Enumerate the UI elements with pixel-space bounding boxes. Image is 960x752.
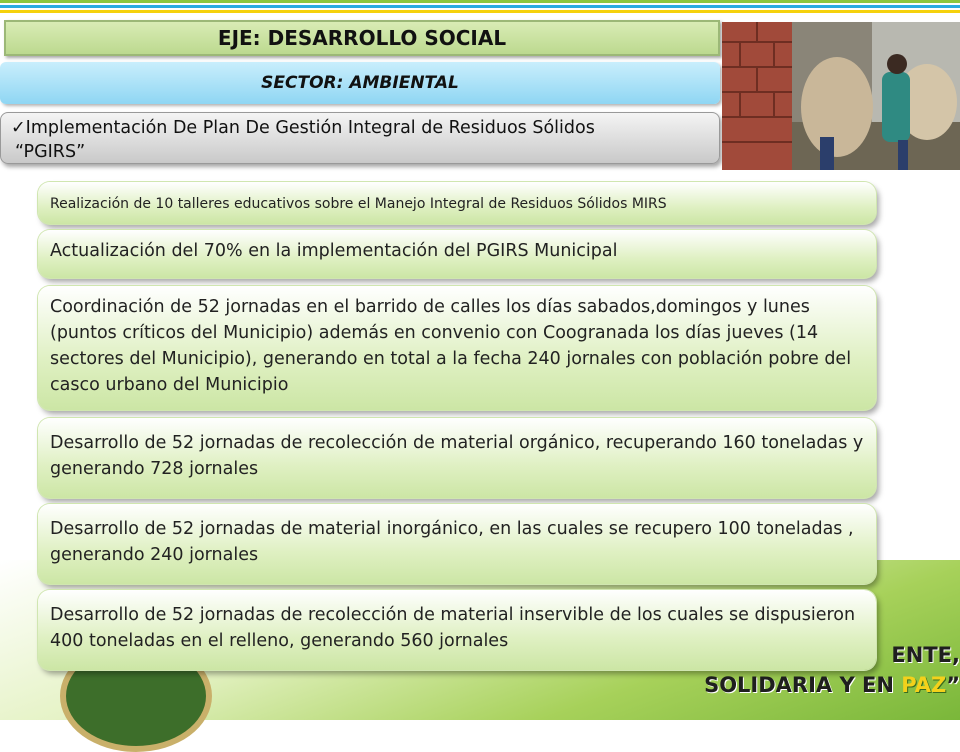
activity-item-4: [38, 418, 876, 498]
plan-title-line2: “PGIRS”: [15, 142, 86, 162]
activity-text: Realización de 10 talleres educativos sobre el Manejo Integral de Residuos Sólidos MIRS: [50, 196, 667, 212]
activity-item-5: [38, 504, 876, 584]
plan-title-text: Implementación De Plan De Gestión Integral de Residuos Sólidos: [25, 118, 595, 138]
activity-item-2: [38, 230, 876, 278]
activity-item-3: [38, 286, 876, 410]
slogan-highlight: PAZ: [901, 673, 947, 697]
eje-title-text: EJE: DESARROLLO SOCIAL: [217, 26, 507, 50]
activity-text: Desarrollo de 52 jornadas de recolección de material orgánico, recuperando 160 toneladas y generando 728 jornales: [50, 433, 864, 479]
activity-text: Actualización del 70% en la implementación del PGIRS Municipal: [50, 241, 618, 261]
activity-text: Coordinación de 52 jornadas en el barrido de calles los días sabados,domingos y lunes (puntos críticos del Municipio) además en convenio con Coogranada los días jueves (14 sectores del Municipio), generando en total a la fecha 240 jornales con población pobre del casco urbano del Municipio: [50, 297, 852, 395]
plan-title-box: [0, 112, 720, 164]
activity-text: Desarrollo de 52 jornadas de material inorgánico, en las cuales se recupero 100 toneladas , generando 240 jornales: [50, 519, 854, 565]
activity-text: Desarrollo de 52 jornadas de recolección de material inservible de los cuales se dispusieron 400 toneladas en el relleno, generando 560 jornales: [50, 605, 856, 651]
top-stripes: [0, 0, 960, 22]
activity-item-6: [38, 590, 876, 670]
sector-text: SECTOR: AMBIENTAL: [261, 73, 459, 93]
activity-item-1: [38, 182, 876, 224]
checkmark-icon: ✓: [11, 118, 26, 138]
sector-bar: [0, 62, 720, 104]
slogan-line2-suffix: ”: [946, 673, 960, 697]
workers-photo: [722, 22, 960, 170]
eje-title: [4, 20, 720, 56]
slogan-line2-prefix: SOLIDARIA Y EN: [704, 673, 902, 697]
slogan-line2: [668, 670, 960, 700]
slogan-line1: ENTE,: [891, 643, 960, 667]
plan-title-line1: [11, 116, 719, 140]
